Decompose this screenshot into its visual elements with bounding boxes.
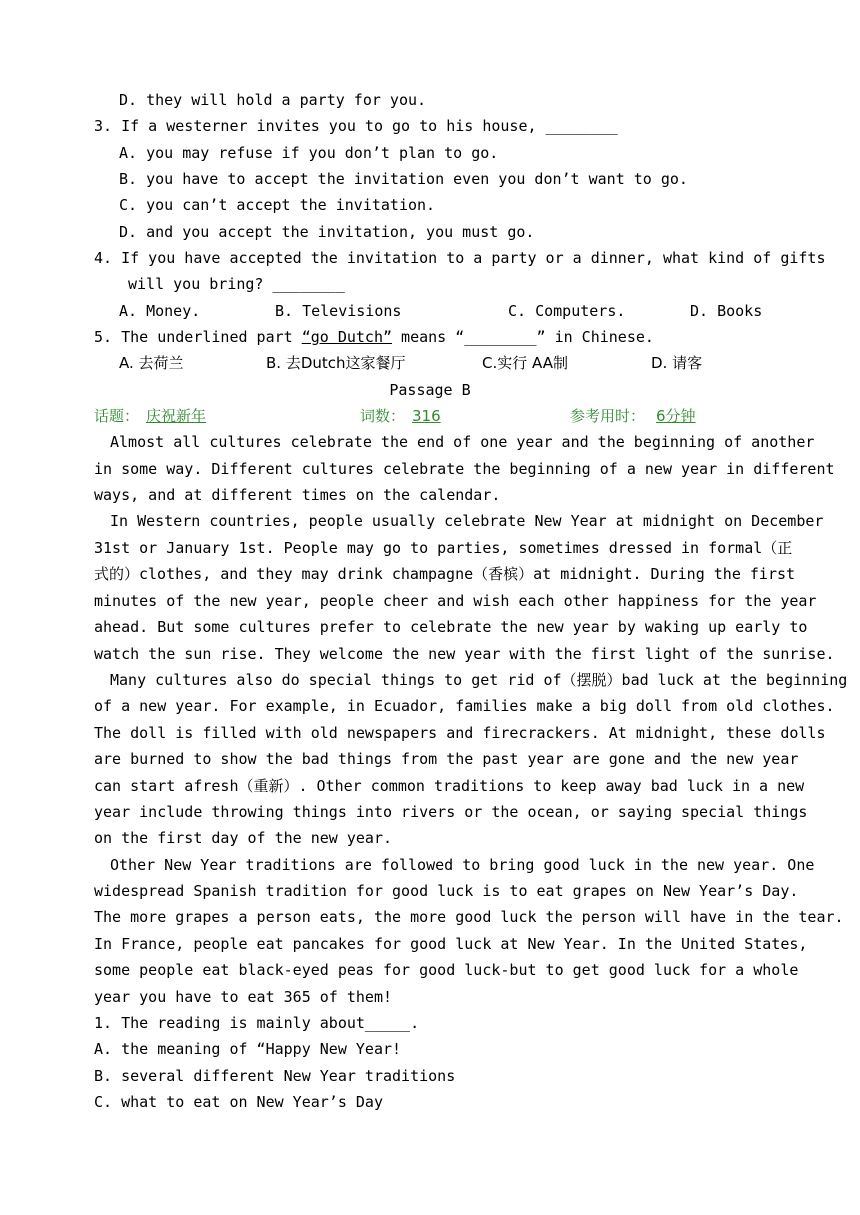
passage-line: In Western countries, people usually celebrate New Year at midnight on December <box>110 512 824 530</box>
q3-stem: 3. If a westerner invites you to go to his house, ________ <box>94 117 618 135</box>
passage-line: of a new year. For example, in Ecuador, families make a big doll from old clothes. <box>94 697 835 715</box>
q5-underlined-phrase: “go Dutch” <box>301 328 393 346</box>
passage-line: watch the sun rise. They welcome the new year with the first light of the sunrise. <box>94 645 835 663</box>
q3-option-a: A. you may refuse if you don’t plan to go. <box>119 144 499 162</box>
q4-option-c: C. Computers. <box>508 302 626 320</box>
passage-line: year you have to eat 365 of them! <box>94 988 393 1006</box>
q5-option-c: C.实行 AA制 <box>482 354 568 372</box>
passage-line: can start afresh（重新）. Other common traditions to keep away bad luck in a new <box>94 777 805 795</box>
q5-option-a: A. 去荷兰 <box>119 354 184 372</box>
q4-stem-line1: 4. If you have accepted the invitation to a party or a dinner, what kind of gifts <box>94 249 826 267</box>
passage-line: Almost all cultures celebrate the end of one year and the beginning of another <box>110 433 815 451</box>
passage-line: Many cultures also do special things to get rid of（摆脱）bad luck at the beginning <box>110 671 848 689</box>
q2-option-d: D. they will hold a party for you. <box>119 91 427 109</box>
time-label: 参考用时： <box>570 407 646 425</box>
passage-line: Other New Year traditions are followed to bring good luck in the new year. One <box>110 856 815 874</box>
word-count-label: 词数： <box>360 407 406 425</box>
word-count-value: 316 <box>412 407 441 425</box>
passage-line: 式的）clothes, and they may drink champagne（香槟）at midnight. During the first <box>94 565 796 583</box>
passage-line: In France, people eat pancakes for good luck at New Year. In the United States, <box>94 935 808 953</box>
passage-line: on the first day of the new year. <box>94 829 393 847</box>
q3-option-d: D. and you accept the invitation, you must go. <box>119 223 535 241</box>
passage-line: 31st or January 1st. People may go to parties, sometimes dressed in formal（正 <box>94 539 793 557</box>
passage-line: minutes of the new year, people cheer and wish each other happiness for the year <box>94 592 817 610</box>
q3-option-c: C. you can’t accept the invitation. <box>119 196 436 214</box>
passage-line: ways, and at different times on the calendar. <box>94 486 501 504</box>
passage-line: ahead. But some cultures prefer to celebrate the new year by waking up early to <box>94 618 808 636</box>
passage-meta <box>94 403 766 429</box>
q3-option-b: B. you have to accept the invitation even you don’t want to go. <box>119 170 688 188</box>
passage-line: some people eat black-eyed peas for good luck-but to get good luck for a whole <box>94 961 799 979</box>
q5-stem <box>94 324 766 350</box>
topic-label: 话题： <box>94 407 140 425</box>
passage-line: widespread Spanish tradition for good luck is to eat grapes on New Year’s Day. <box>94 882 799 900</box>
q5-option-d: D. 请客 <box>651 354 703 372</box>
passage-line: The more grapes a person eats, the more good luck the person will have in the tear. <box>94 908 844 926</box>
passage-title: Passage B <box>389 381 471 399</box>
b1-option-b: B. several different New Year traditions <box>94 1067 456 1085</box>
q4-option-a: A. Money. <box>119 302 201 320</box>
b1-stem: 1. The reading is mainly about_____. <box>94 1014 420 1032</box>
passage-line: are burned to show the bad things from the past year are gone and the new year <box>94 750 799 768</box>
q5-options <box>94 350 766 376</box>
q5-option-b: B. 去Dutch这家餐厅 <box>266 354 406 372</box>
time-value: 6分钟 <box>656 407 696 425</box>
q5-stem-post: means “________” in Chinese. <box>392 328 654 346</box>
q4-option-b: B. Televisions <box>275 302 402 320</box>
passage-line: The doll is filled with old newspapers and firecrackers. At midnight, these dolls <box>94 724 826 742</box>
q4-options <box>94 298 766 324</box>
topic-value: 庆祝新年 <box>146 407 207 425</box>
q5-stem-pre: 5. The underlined part <box>94 328 302 346</box>
b1-option-c: C. what to eat on New Year’s Day <box>94 1093 383 1111</box>
q4-option-d: D. Books <box>690 302 763 320</box>
q4-stem-line2: will you bring? ________ <box>128 275 345 293</box>
passage-line: year include throwing things into rivers or the ocean, or saying special things <box>94 803 808 821</box>
passage-line: in some way. Different cultures celebrate the beginning of a new year in different <box>94 460 835 478</box>
b1-option-a: A. the meaning of “Happy New Year! <box>94 1040 402 1058</box>
